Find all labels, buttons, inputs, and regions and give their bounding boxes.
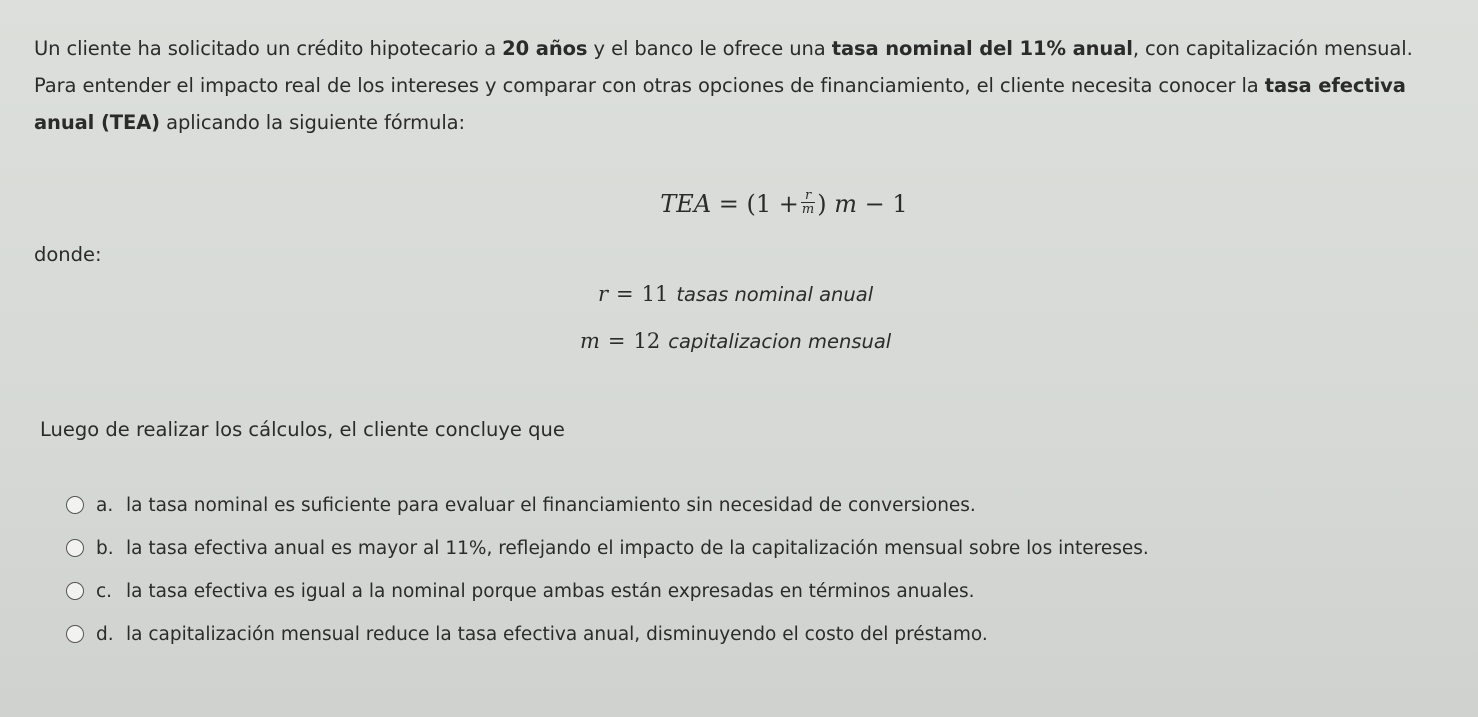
donde-label: donde: <box>34 243 102 266</box>
intro-bold-term: 20 años <box>502 37 588 60</box>
formula-fraction <box>801 189 815 216</box>
formula-close: ) <box>817 190 827 218</box>
formula-equals: = <box>718 190 739 218</box>
definition-m-value: 12 <box>633 329 661 353</box>
option-d[interactable] <box>66 624 1149 644</box>
radio-option-c[interactable] <box>66 582 84 600</box>
radio-option-a[interactable] <box>66 496 84 514</box>
definition-r <box>598 282 873 306</box>
conclusion-prompt: Luego de realizar los cálculos, el cliente concluye que <box>40 418 565 441</box>
definition-m <box>580 329 891 353</box>
option-c[interactable] <box>66 581 1149 601</box>
formula-minus-one: − 1 <box>864 190 908 218</box>
definition-r-var: r <box>598 282 609 306</box>
answer-options <box>66 495 1149 667</box>
radio-option-b[interactable] <box>66 539 84 557</box>
formula-open: (1 + <box>746 190 799 218</box>
option-b-letter: b. <box>96 537 114 559</box>
tea-formula <box>0 190 1478 219</box>
option-b[interactable] <box>66 538 1149 558</box>
definition-r-value: 11 <box>641 282 669 306</box>
question-intro <box>34 30 1454 141</box>
definition-m-var: m <box>580 329 600 353</box>
option-a-text[interactable]: la tasa nominal es suficiente para evaluar el financiamiento sin necesidad de conversiones. <box>126 494 976 516</box>
option-a[interactable] <box>66 495 1149 515</box>
intro-bold-rate: tasa nominal del 11% anual <box>831 37 1133 60</box>
option-c-text[interactable]: la tasa efectiva es igual a la nominal porque ambas están expresadas en términos anuales. <box>126 580 975 602</box>
intro-text-1: Un cliente ha solicitado un crédito hipotecario a <box>34 37 503 60</box>
definition-r-desc: tasas nominal anual <box>676 283 874 306</box>
option-d-text[interactable]: la capitalización mensual reduce la tasa efectiva anual, disminuyendo el costo del préstamo. <box>126 623 988 645</box>
fraction-numerator: r <box>801 189 815 203</box>
intro-text-2: y el banco le ofrece una <box>587 37 832 60</box>
option-c-letter: c. <box>96 580 113 602</box>
definition-m-eq: = <box>607 329 626 353</box>
intro-bold-tea: tasa efectiva anual (TEA) <box>34 74 1406 134</box>
intro-text-4: aplicando la siguiente fórmula: <box>160 111 465 134</box>
definition-m-desc: capitalizacion mensual <box>668 330 892 353</box>
formula-exponent-var: m <box>834 190 858 218</box>
definition-r-eq: = <box>616 282 634 306</box>
fraction-denominator: m <box>801 202 815 217</box>
option-b-text[interactable]: la tasa efectiva anual es mayor al 11%, reflejando el impacto de la capitalización mensual sobre los intereses. <box>126 537 1149 559</box>
option-d-letter: d. <box>96 623 114 645</box>
formula-lhs: TEA <box>660 190 712 218</box>
radio-option-d[interactable] <box>66 625 84 643</box>
intro-text-3: , con capitalización mensual. Para entender el impacto real de los intereses y comparar con otras opciones de financiamiento, el cliente necesita conocer la <box>34 37 1413 97</box>
option-a-letter: a. <box>96 494 114 516</box>
